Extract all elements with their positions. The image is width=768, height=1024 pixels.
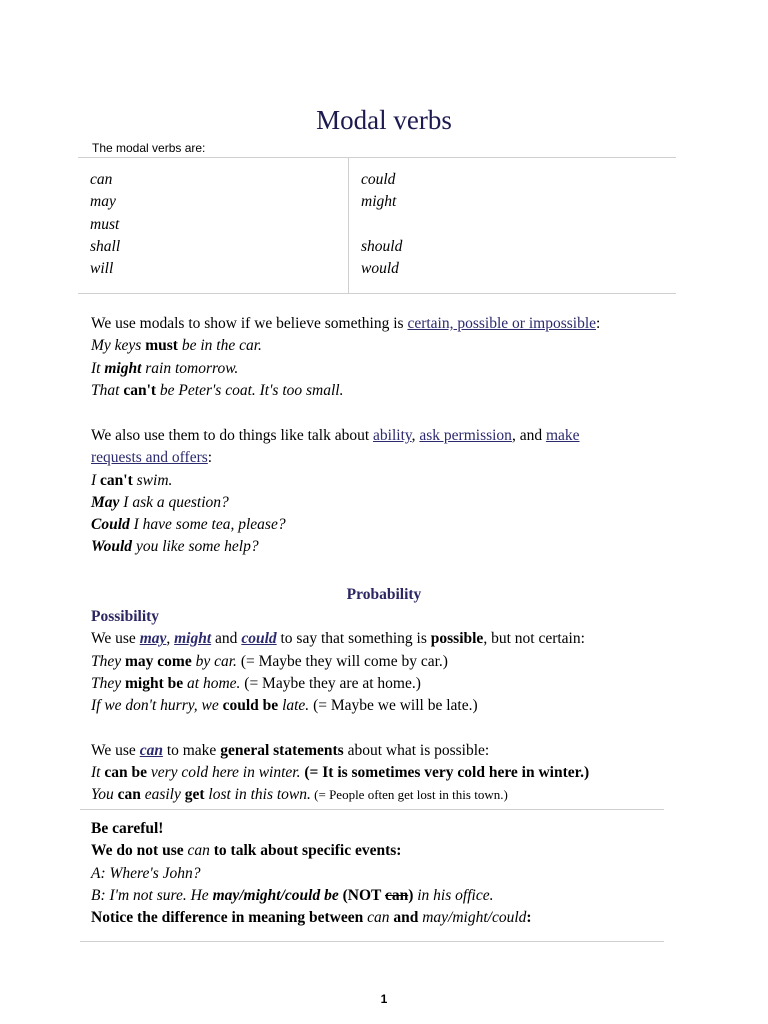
table-cell: must (90, 215, 120, 233)
modal-verbs-table (78, 157, 676, 294)
link-make-requests[interactable]: make (545, 427, 580, 444)
section-possibility (91, 606, 589, 807)
intro-text: The modal verbs are: (92, 141, 206, 155)
table-cell: would (361, 260, 399, 278)
table-cell: should (361, 237, 403, 255)
example-line: They may come by car. (= Maybe they will come by car.) (91, 652, 448, 670)
table-cell: can (90, 171, 113, 188)
link-requests-and-offers[interactable]: requests and offers (91, 449, 208, 467)
paragraph-lead: We use may, might and could to say that something is possible, but not certain: (91, 630, 585, 648)
table-column-right (361, 169, 402, 280)
example-line: May I ask a question? (91, 493, 229, 511)
example-line: Could I have some tea, please? (91, 516, 286, 534)
table-cell: could (361, 171, 396, 188)
paragraph-lead: We use can to make general statements about what is possible: (91, 741, 490, 759)
link-could[interactable]: could (241, 630, 277, 648)
blank-line (91, 717, 589, 739)
link-ability[interactable]: ability (373, 427, 412, 444)
paragraph-lead-continued: requests and offers: (91, 449, 213, 467)
page-title: Modal verbs (316, 105, 452, 135)
table-cell (361, 214, 402, 236)
example-line: My keys must be in the car. (91, 337, 262, 355)
link-might[interactable]: might (174, 630, 212, 648)
careful-rule: We do not use can to talk about specific events: (91, 842, 402, 860)
section-heading-probability: Probability (346, 586, 422, 603)
example-line: If we don't hurry, we could be late. (= Maybe we will be late.) (91, 697, 478, 715)
link-ask-permission[interactable]: ask permission (419, 427, 512, 444)
table-cell: might (361, 193, 397, 211)
example-line: It might rain tomorrow. (91, 359, 239, 377)
box-be-careful (91, 818, 532, 929)
example-line: A: Where's John? (91, 864, 201, 882)
example-line: I can't swim. (91, 471, 173, 489)
table-column-left (90, 169, 120, 280)
table-cell: may (90, 193, 116, 211)
link-can[interactable]: can (139, 741, 163, 759)
link-may[interactable]: may (139, 630, 167, 648)
paragraph-lead: We also use them to do things like talk about ability, ask permission, and make (91, 427, 580, 444)
careful-heading: Be careful! (91, 820, 164, 837)
subheading-possibility: Possibility (91, 608, 160, 625)
paragraph-lead: We use modals to show if we believe something is certain, possible or impossible: (91, 315, 601, 332)
table-divider (348, 158, 349, 293)
paragraph-functions (91, 425, 580, 559)
example-line: They might be at home. (= Maybe they are at home.) (91, 674, 421, 692)
careful-notice: Notice the difference in meaning between can and may/might/could: (91, 909, 532, 927)
example-line: That can't be Peter's coat. It's too small. (91, 381, 344, 399)
table-cell: shall (90, 237, 121, 255)
table-cell: will (90, 260, 114, 278)
example-line: B: I'm not sure. He may/might/could be (NOT can) in his office. (91, 886, 494, 904)
example-line: Would you like some help? (91, 538, 259, 556)
example-line: You can easily get lost in this town. (= People often get lost in this town.) (91, 786, 508, 804)
paragraph-certainty (91, 313, 600, 402)
page-number: 1 (380, 992, 388, 1006)
divider-line (80, 809, 664, 810)
link-certain-possible-impossible[interactable]: certain, possible or impossible (407, 315, 597, 332)
divider-line (80, 941, 664, 942)
example-line: It can be very cold here in winter. (= It is sometimes very cold here in winter.) (91, 764, 590, 782)
